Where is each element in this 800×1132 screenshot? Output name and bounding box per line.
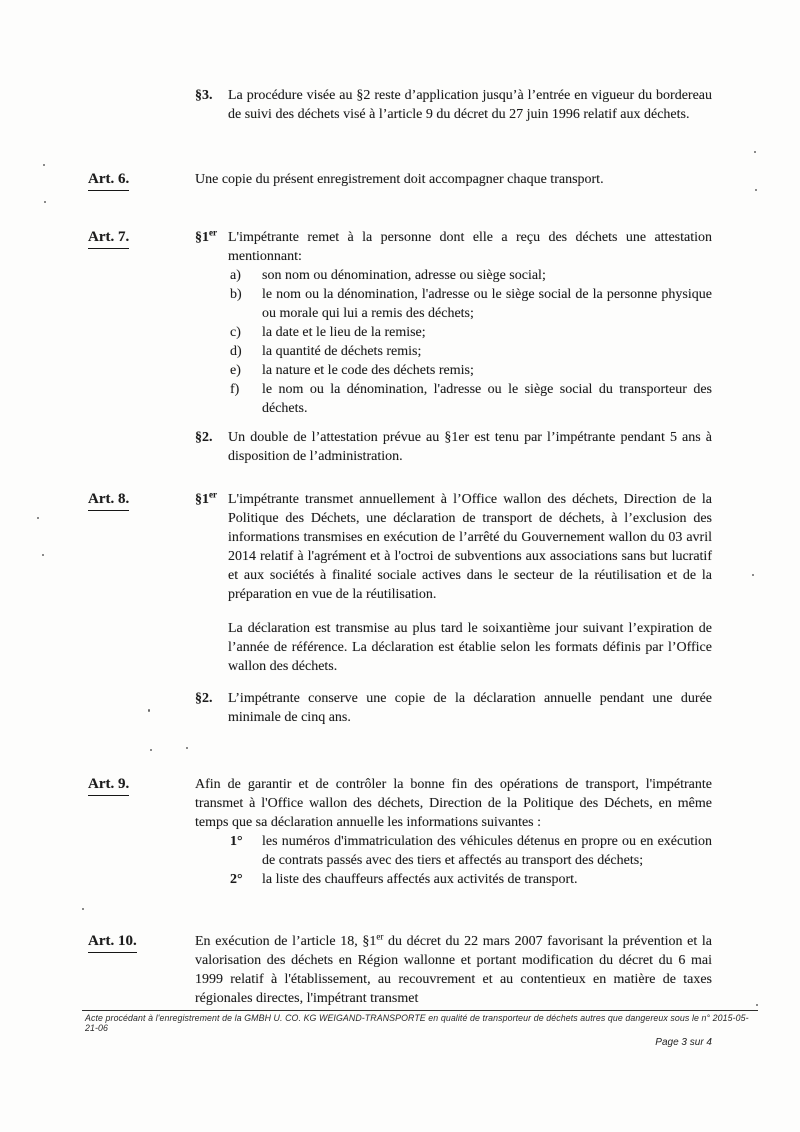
scan-speck bbox=[756, 1004, 758, 1006]
section-article-7 bbox=[88, 228, 712, 466]
section-article-8 bbox=[88, 490, 712, 727]
list-item-marker: e) bbox=[230, 363, 241, 378]
list-item bbox=[230, 342, 712, 361]
paragraph-text: L'impétrante transmet annuellement à l’Office wallon des déchets, Direction de la Politique des Déchets, une déclaration de transport de déchets, à l’exclusion des informations transmises en exécution de l’arrêté du Gouvernement wallon du 03 avril 2014 relatif à l'agrément et à l'octroi de subventions aux associations sans but lucratif et aux sociétés à finalité sociale actives dans le secteur de la réutilisation et de la préparation en vue de la réutilisation. bbox=[228, 492, 712, 602]
list-a-f bbox=[230, 266, 712, 418]
list-item-text: le nom ou la dénomination, l'adresse ou le siège social du transporteur des déchets. bbox=[262, 382, 712, 416]
footer-note: Acte procédant à l'enregistrement de la GMBH U. CO. KG WEIGAND-TRANSPORTE en qualité de transporteur de déchets autres que dangereux sous le n° 2015-05-21-06 bbox=[85, 1013, 749, 1033]
list-item bbox=[230, 832, 712, 870]
section-article-6 bbox=[88, 170, 712, 191]
superscript: er bbox=[376, 931, 384, 942]
scan-speck bbox=[755, 189, 757, 191]
page-footer bbox=[82, 1010, 758, 1048]
list-item-marker: f) bbox=[230, 382, 240, 397]
section-article-9 bbox=[88, 775, 712, 889]
superscript: er bbox=[209, 489, 217, 500]
article-10-text: En exécution de l’article 18, §1er du décret du 22 mars 2007 favorisant la prévention et la valorisation des déchets en Région wallonne et portant modification du décret du 6 mai 1999 relatif à l'établissement, au recouvrement et au contentieux en matière de taxes régionales directes, l'impétrant transmet bbox=[195, 931, 712, 1006]
paragraph-8-2 bbox=[195, 689, 712, 727]
article-6-label: Art. 6. bbox=[88, 170, 195, 191]
scan-speck bbox=[150, 749, 152, 751]
list-item bbox=[230, 380, 712, 418]
list-item bbox=[230, 285, 712, 323]
list-item-marker: a) bbox=[230, 268, 241, 283]
section-par3 bbox=[88, 86, 712, 124]
paragraph-marker: §2. bbox=[195, 691, 213, 706]
paragraph-text: Un double de l’attestation prévue au §1er est tenu par l’impétrante pendant 5 ans à disposition de l’administration. bbox=[228, 430, 712, 464]
scan-speck bbox=[37, 517, 39, 519]
list-item bbox=[230, 323, 712, 342]
paragraph-s3 bbox=[195, 86, 712, 124]
list-item-marker: c) bbox=[230, 325, 241, 340]
list-item-text: le nom ou la dénomination, l'adresse ou le siège social de la personne physique ou morale qui lui a remis des déchets; bbox=[262, 287, 712, 321]
paragraph-text: La procédure visée au §2 reste d’application jusqu’à l’entrée en vigueur du bordereau de suivi des déchets visé à l’article 9 du décret du 27 juin 1996 relatif aux déchets. bbox=[228, 88, 712, 122]
paragraph-8-continuation: La déclaration est transmise au plus tard le soixantième jour suivant l’expiration de l’année de référence. La déclaration est établie selon les formats définis par l’Office wallon des déchets. bbox=[228, 621, 712, 674]
paragraph-marker: §1er bbox=[195, 227, 217, 245]
paragraph-7-1 bbox=[195, 228, 712, 266]
paragraph-text: L’impétrante conserve une copie de la déclaration annuelle pendant une durée minimale de cinq ans. bbox=[228, 691, 712, 725]
article-9-label: Art. 9. bbox=[88, 775, 195, 796]
list-item bbox=[230, 361, 712, 380]
article-10-label: Art. 10. bbox=[88, 932, 195, 953]
paragraph-7-2 bbox=[195, 428, 712, 466]
list-item-text: la liste des chauffeurs affectés aux activités de transport. bbox=[262, 872, 578, 887]
scan-speck bbox=[44, 201, 46, 203]
paragraph-8-1 bbox=[195, 490, 712, 604]
scan-speck bbox=[82, 908, 84, 910]
scan-speck bbox=[42, 554, 44, 556]
list-1-2 bbox=[230, 832, 712, 889]
article-8-label: Art. 8. bbox=[88, 490, 195, 511]
section-article-10 bbox=[88, 932, 712, 1008]
page-number: Page 3 sur 4 bbox=[655, 1037, 712, 1048]
list-item-marker: 1° bbox=[230, 834, 243, 849]
list-item-marker: d) bbox=[230, 344, 242, 359]
list-item-marker: 2° bbox=[230, 872, 243, 887]
scan-speck bbox=[43, 164, 45, 166]
list-item bbox=[230, 266, 712, 285]
article-7-label: Art. 7. bbox=[88, 228, 195, 249]
list-item-text: la nature et le code des déchets remis; bbox=[262, 363, 474, 378]
scan-speck bbox=[754, 151, 756, 153]
scan-speck bbox=[752, 574, 754, 576]
article-9-intro: Afin de garantir et de contrôler la bonne fin des opérations de transport, l'impétrante transmet à l'Office wallon des déchets, Direction de la Politique des Déchets, en même temps que sa déclaration annuelle les informations suivantes : bbox=[195, 777, 712, 830]
list-item bbox=[230, 870, 712, 889]
list-item-marker: b) bbox=[230, 287, 242, 302]
superscript: er bbox=[209, 227, 217, 238]
scan-speck bbox=[148, 709, 150, 712]
list-item-text: la quantité de déchets remis; bbox=[262, 344, 422, 359]
paragraph-marker: §1er bbox=[195, 489, 217, 507]
list-item-text: son nom ou dénomination, adresse ou siège social; bbox=[262, 268, 546, 283]
scan-speck bbox=[186, 747, 188, 749]
paragraph-marker: §3. bbox=[195, 88, 213, 103]
paragraph-marker: §2. bbox=[195, 430, 213, 445]
article-6-text: Une copie du présent enregistrement doit accompagner chaque transport. bbox=[195, 172, 604, 187]
list-item-text: les numéros d'immatriculation des véhicules détenus en propre ou en exécution de contrats passés avec des tiers et affectés au transport des déchets; bbox=[262, 834, 712, 868]
list-item-text: la date et le lieu de la remise; bbox=[262, 325, 426, 340]
paragraph-text: L'impétrante remet à la personne dont elle a reçu des déchets une attestation mentionnant: bbox=[228, 230, 712, 264]
